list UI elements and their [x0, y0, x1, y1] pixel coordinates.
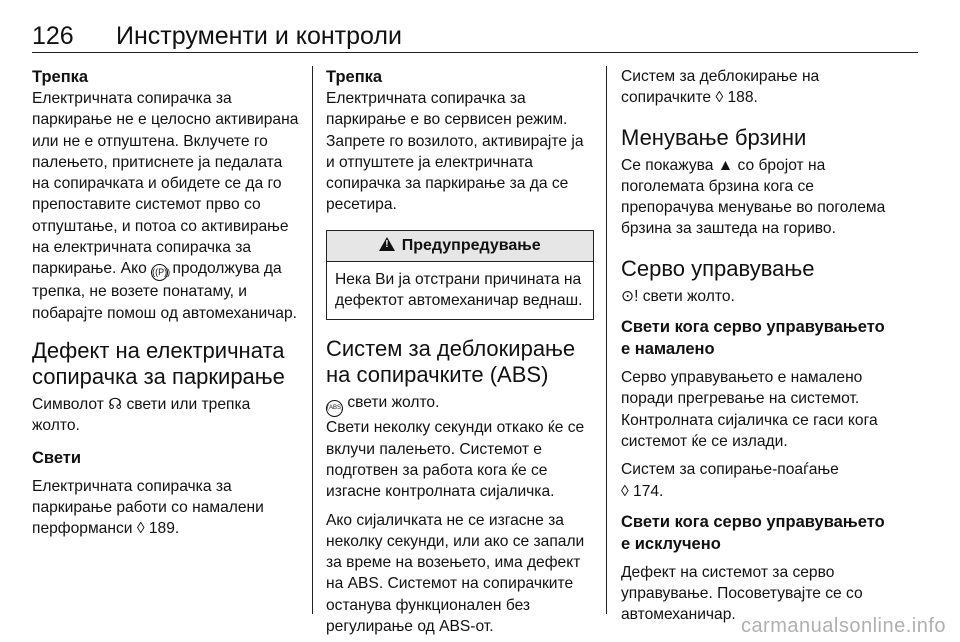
warning-title: Предупредување: [401, 236, 541, 254]
heading-servo-reduced: Свети кога серво управувањето е намалено: [621, 318, 885, 359]
column-1: [32, 66, 300, 539]
power-steering-icon: ⊙!: [621, 287, 639, 305]
warning-header: [327, 231, 593, 262]
heading-flashing-service: Трепка: [326, 68, 383, 86]
heading-abs: Систем за деблокирање на сопирачките (ABS): [326, 336, 576, 388]
paragraph-service-mode: Електричната сопирачка за паркирање е во сервисен режим. Запрете го возилото, активирајте ја и отпуштете ја електричната сопирачка за паркирање за да се ресетира.: [326, 90, 584, 214]
page-header: [32, 22, 918, 52]
abs-icon: (ABS): [326, 400, 343, 417]
watermark: carmanualsonline.info: [740, 615, 946, 637]
paragraph-flashing: Електричната сопирачка за паркирање не е целосно активирана или не е отпуштена. Вклучете го палењето, притиснете ја педалата на сопирачката и обидете се да го препоставите системот прво со отпуштање, и потоа со активирање на електричната сопирачка за паркирање. Ако ((P)) продолжува да трепка, не возете понатаму, и побарајте помош од автомеханичар.: [32, 90, 299, 322]
warning-body: Нека Ви ја отстрани причината на дефектот автомеханичар веднаш.: [335, 270, 583, 310]
paragraph-abs-lit: (ABS) свети жолто.: [326, 392, 594, 417]
paragraph-abs-1: Свети неколку секунди откако ќе се вклучи палењето. Системот е подготвен за работа кога ќе се изгасне контролната сијаличка.: [326, 419, 585, 501]
page-title: Инструменти и контроли: [116, 22, 402, 50]
paragraph-servo-lit: ⊙! свети жолто.: [621, 287, 735, 305]
page-reference: ◊ 189.: [136, 520, 180, 538]
header-divider: [32, 52, 918, 53]
column-2: [326, 66, 594, 637]
heading-gear-shift: Менување брзини: [621, 124, 807, 150]
heading-servo-off: Свети кога серво управувањето е исклучено: [621, 512, 885, 553]
paragraph-brake-reference: Систем за сопирање-поаѓање ◊ 174.: [621, 461, 839, 500]
paragraph-abs-2: Ако сијаличката не се изгасне за неколку секунди, или ако се запали за време на возењето, има дефект на ABS. Системот на сопирачките останува функционален без регулирање од ABS-от.: [326, 511, 585, 636]
column-divider-1: [312, 66, 313, 614]
page-reference: ◊ 174.: [621, 482, 664, 500]
heading-fault: Дефект на електричната сопирачка за паркирање: [32, 337, 285, 389]
paragraph-servo-off: Дефект на системот за серво управување. Посоветувајте се со автомеханичар.: [621, 563, 863, 624]
warning-box: [326, 230, 594, 321]
parking-brake-fault-icon: ☊: [108, 395, 123, 413]
heading-lit: Свети: [32, 448, 82, 467]
heading-flashing: Трепка: [32, 68, 89, 86]
parking-brake-icon: ((P)): [151, 264, 168, 281]
column-divider-2: [606, 66, 607, 614]
paragraph-lit: Електричната сопирачка за паркирање работи со намалени перформанси ◊ 189.: [32, 477, 264, 538]
page-reference: ◊ 188.: [715, 89, 758, 107]
paragraph-gear-shift: Се покажува ▲ со бројот на поголемата брзина кога се препорачува менување во поголема брзина за заштеда на гориво.: [621, 156, 886, 238]
paragraph-symbol: Символот ☊ свети или трепка жолто.: [32, 395, 251, 435]
warning-triangle-icon: !: [379, 237, 395, 251]
paragraph-servo-reduced: Серво управувањето е намалено поради прегревање на системот. Контролната сијаличка се гаси кога системот ќе се излади.: [621, 369, 878, 450]
column-3: [621, 66, 891, 626]
page-number: 126: [32, 22, 74, 50]
paragraph-abs-reference: Систем за деблокирање на сопирачките ◊ 188.: [621, 68, 820, 107]
heading-power-steering: Серво управување: [621, 255, 815, 281]
